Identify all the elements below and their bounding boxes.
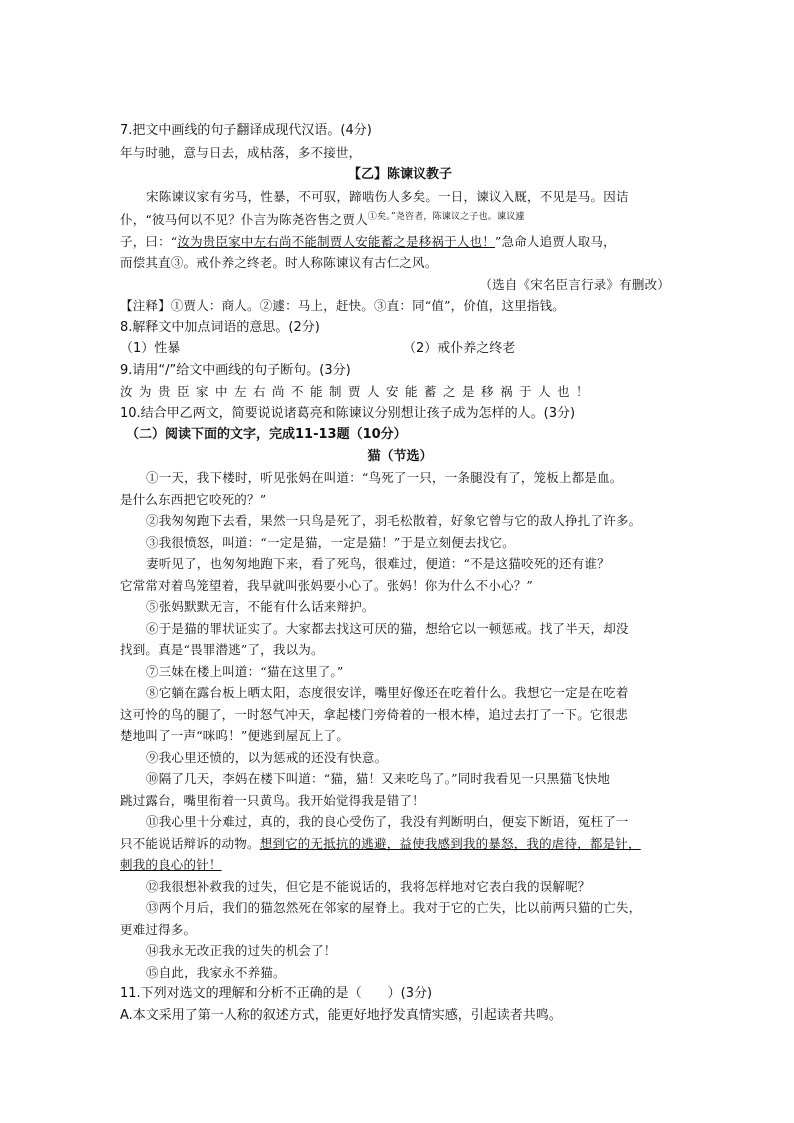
cat-para-line: 跳过露台，嘴里衔着一只黄鸟。我开始觉得我是错了！ bbox=[120, 792, 425, 808]
passage-yi-para-line: 宋陈谏议家有劣马，性暴，不可驭，蹄啮伤人多矣。一日，谏议入厩，不见是马。因诘 bbox=[146, 188, 629, 204]
cat-para-line: 这可怜的鸟的腿了，一时怒气冲天，拿起楼门旁倚着的一根木棒，追过去打了一下。它很悲 bbox=[120, 706, 629, 722]
cat-para-line: ⑮自此，我家永不养猫。 bbox=[146, 964, 286, 980]
section-2-heading: （二）阅读下面的文字，完成11-13题（10分） bbox=[126, 427, 407, 443]
text-span: 子，曰：“ bbox=[120, 233, 178, 249]
text-span: 只不能说话辩诉的动物。 bbox=[120, 835, 260, 851]
cat-para-line: ⑬两个月后，我们的猫忽然死在邻家的屋脊上。我对于它的亡失，比以前两只猫的亡失， bbox=[146, 900, 642, 916]
cat-para-line: ②我匆匆跑下去看，果然一只鸟是死了，羽毛松散着，好象它曾与它的敌人挣扎了许多。 bbox=[146, 513, 642, 529]
question-11: 11.下列对选文的理解和分析不正确的是（ ）(3分) bbox=[120, 986, 433, 1002]
passage-yi-title: 【乙】陈谏议教子 bbox=[347, 167, 452, 182]
cat-para-line: 妻听见了，也匆匆地跑下来，看了死鸟，很难过，便道：“不是这猫咬死的还有谁？ bbox=[146, 556, 610, 572]
cat-para-line: ⑭我永无改正我的过失的机会了！ bbox=[146, 943, 337, 959]
text-span: ”急命人追贾人取马， bbox=[494, 233, 616, 249]
cat-para-line bbox=[120, 833, 680, 855]
underlined-sentence: 汝为贵臣家中左右尚不能制贾人安能蓄之是移祸于人也！ bbox=[177, 233, 495, 249]
cat-para-line: ⑦三妹在楼上叫道：“猫在这里了。” bbox=[146, 663, 344, 679]
cat-para-line: ⑥于是猫的罪状证实了。大家都去找这可厌的猫，想给它以一顿惩戒。找了半天，却没 bbox=[146, 620, 629, 636]
question-11-option-a: A.本文采用了第一人称的叙述方式，能更好地抒发真情实感，引起读者共鸣。 bbox=[120, 1007, 562, 1023]
passage-yi-para-line bbox=[120, 207, 680, 231]
cat-para-line: 是什么东西把它咬死的？” bbox=[120, 491, 267, 507]
question-9: 9.请用“/”给文中画线的句子断句。(3分) bbox=[120, 362, 351, 378]
passage-yi-notes: 【注释】①贾人：商人。②遽：马上，赶快。③直：同“值”，价值，这里指钱。 bbox=[120, 298, 565, 314]
passage-cat-title: 猫（节选） bbox=[367, 448, 433, 464]
cat-para-line: 更难过得多。 bbox=[120, 921, 197, 937]
cat-para-line: ⑩隔了几天，李妈在楼下叫道：“猫，猫！又来吃鸟了。”同时我看见一只黑猫飞快地 bbox=[146, 771, 611, 787]
footnote-ref: ①矣。”尧咨者，陈谏议之子也。谏议遽 bbox=[367, 212, 525, 222]
question-10: 10.结合甲乙两文，简要说说诸葛亮和陈谏议分别想让孩子成为怎样的人。(3分) bbox=[120, 405, 576, 421]
text-span: 而偿其直 bbox=[120, 255, 171, 271]
cat-para-line bbox=[120, 854, 680, 876]
question-8-items bbox=[120, 338, 680, 360]
question-7: 7.把文中画线的句子翻译成现代汉语。(4分) bbox=[120, 123, 372, 138]
cat-para-line: ③我很愤怒，叫道：“一定是猫，一定是猫！”于是立刻便去找它。 bbox=[146, 534, 515, 550]
cat-para-line: ⑤张妈默默无言，不能有什么话来辩护。 bbox=[146, 599, 375, 615]
question-9-text: 汝为贵臣家中左右尚不能制贾人安能蓄之是移祸于人也！ bbox=[120, 384, 596, 400]
cat-para-line: ①一天，我下楼时，听见张妈在叫道：“鸟死了一只，一条腿没有了，笼板上都是血。 bbox=[146, 470, 623, 486]
text-span: 仆，“彼马何以不见？仆言为陈尧咨售之贾人 bbox=[120, 212, 368, 228]
cat-para-line: 楚地叫了一声“咪呜！”便逃到屋瓦上了。 bbox=[120, 728, 350, 744]
exam-page bbox=[120, 120, 680, 1026]
passage-yi-para-line bbox=[120, 252, 680, 274]
underlined-sentence: 刺我的良心的针！ bbox=[120, 857, 222, 873]
underlined-sentence: 想到它的无抵抗的逃避，益使我感到我的暴怒，我的虐待，都是针， bbox=[259, 835, 641, 851]
cat-para-line: 它常常对着鸟笼望着，我早就叫张妈要小心了。张妈！你为什么不小心？” bbox=[120, 577, 533, 593]
question-8-item-1: （1）性暴 bbox=[120, 341, 181, 357]
passage-yi-source: （选自《宋名臣言行录》有删改） bbox=[479, 276, 670, 292]
passage-yi-para-line bbox=[120, 231, 680, 253]
cat-para-line: ⑫我很想补救我的过失，但它是不能说话的，我将怎样地对它表白我的误解呢？ bbox=[146, 878, 591, 894]
cat-para-line: ⑪我心里十分难过，真的，我的良心受伤了，我没有判断明白，便妄下断语，冤枉了一 bbox=[146, 814, 629, 830]
cat-para-line: ⑨我心里还愤的，以为惩戒的还没有快意。 bbox=[146, 749, 388, 765]
question-8: 8.解释文中加点词语的意思。(2分) bbox=[120, 319, 320, 335]
question-7-text: 年与时驰，意与日去，成枯落，多不接世， bbox=[120, 144, 362, 160]
cat-para-line: 找到。真是“畏罪潜逃”了，我以为。 bbox=[120, 642, 324, 658]
cat-para-line: ⑧它躺在露台板上晒太阳，态度很安详，嘴里好像还在吃着什么。我想它一定是在吃着 bbox=[146, 685, 629, 701]
question-8-item-2: （2）戒仆养之终老 bbox=[403, 341, 516, 357]
text-span: ③。戒仆养之终老。时人称陈谏议有古仁之风。 bbox=[170, 255, 438, 271]
